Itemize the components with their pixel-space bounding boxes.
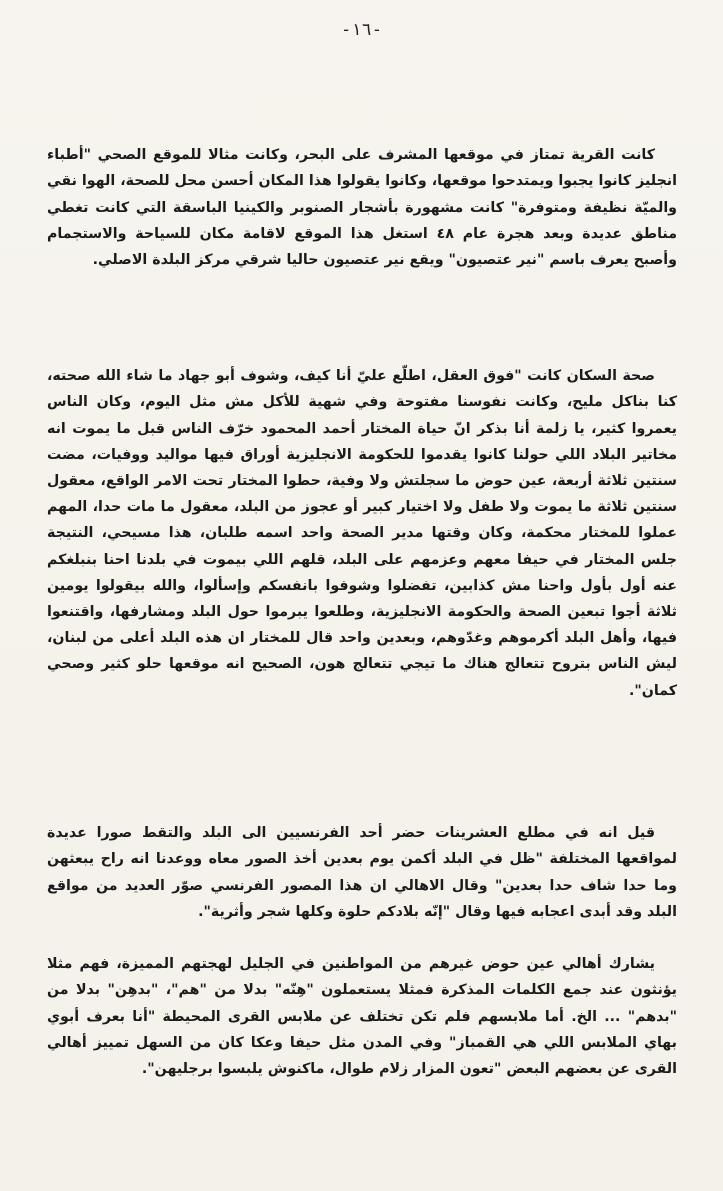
paragraph-village-location: كانت القرية تمتاز في موقعها المشرف على البحر، وكانت مثالا للموقع الصحي "أطباء انجليز كانوا يجبوا ويمتدحوا موقعها، وكانوا يقولوا هذا المكان أحسن محل للصحة، الهوا نقي والميّة نظيفة ومتوفرة" كانت مشهورة بأشجار الصنوبر والكينيا الباسقة التي كانت تغطي مناطق عديدة وبعد هجرة عام ٤٨ استغل هذا الموقع لاقامة مكان للسياحة والاستجمام وأصبح يعرف باسم "نير عتصيون" ويقع نير عتصيون حاليا شرقي مركز البلدة الاصلي. bbox=[47, 147, 677, 268]
page-number: -١٦- bbox=[341, 20, 382, 40]
paragraph-french-photographer: قيل انه في مطلع العشرينات حضر أحد الفرنسيين الى البلد والتقط صورا عديدة لمواقعها المختلفة "ظل في البلد أكمن يوم بعدين أخذ الصور معاه ووعدنا انه راح يبعثهن وما حدا شاف حدا بعدين" وقال الاهالي ان هذا المصور الفرنسي صوّر العديد من مواقع البلد وقد أبدى اعجابه فيها وقال "إنّه بلادكم حلوة وكلها شجر وأثرية". bbox=[47, 825, 677, 920]
paragraph-residents-health: صحة السكان كانت "فوق العقل، اطلّع عليّ أنا كيف، وشوف أبو جهاد ما شاء الله صحته، كنا بناكل مليح، وكانت نفوسنا مفتوحة وفي شهية للأكل مش مثل اليوم، وكان الناس يعمروا كثير، يا زلمة أنا بذكر انّ حياة المختار أحمد المحمود خرّف الناس قبل ما يموت انه مخاتير البلاد اللي حولنا كانوا يقدموا للحكومة الانجليزية أوراق فيها مواليد ووفيات، مضت سنتين ثلاثة أربعة، عين حوض ما سجلتش ولا وفية، حطوا المختار تحت الامر الواقع، معقول سنتين ثلاثة ما يموت ولا طفل ولا اختيار كبير أو عجوز من البلد، معقول ما مات حدا، المهم عملوا للمختار محكمة، وكان وقتها مدير الصحة واحد اسمه طلبان، هذا مسيحي، النتيجة جلس المختار في حيفا معهم وعزمهم على البلد، قلهم اللي بيموت في بلدنا احنا بنبلغكم عنه أول بأول واحنا مش كذابين، تفضلوا وشوفوا بانفسكم وإسألوا، والله بيقولوا يومين ثلاثة أجوا تبعين الصحة والحكومة الانجليزية، وطلعوا يبرموا حول البلد ومشارفها، واقتنعوا فيها، وأهل البلد أكرموهم وغدّوهم، وبعدين واحد قال للمختار ان هذه البلد أعلى من لبنان، ليش الناس بتروح تتعالج هناك ما تيجي تتعالج هون، الصحيح انه موقعها حلو كثير وصحي كمان". bbox=[47, 368, 677, 699]
paragraph-dialect-and-dress: يشارك أهالي عين حوض غيرهم من المواطنين في الجليل لهجتهم المميزة، فهم مثلا يؤنثون عند جمع الكلمات المذكرة فمثلا يستعملون "هِنّه" بدلا من "هم"، "بدهِن" بدلا من "بدهم" ... الخ. أما ملابسهم فلم تكن تختلف عن ملابس القرى المحيطة "أنا بعرف أبوي بهاي الملابس اللي هي القمباز" وفي المدن مثل حيفا وعكا كان من السهل تمييز أهالي القرى عن بعضهم البعض "تعون المزار زلام طوال، ماكنوش يلبسوا برجليهن". bbox=[47, 956, 677, 1077]
